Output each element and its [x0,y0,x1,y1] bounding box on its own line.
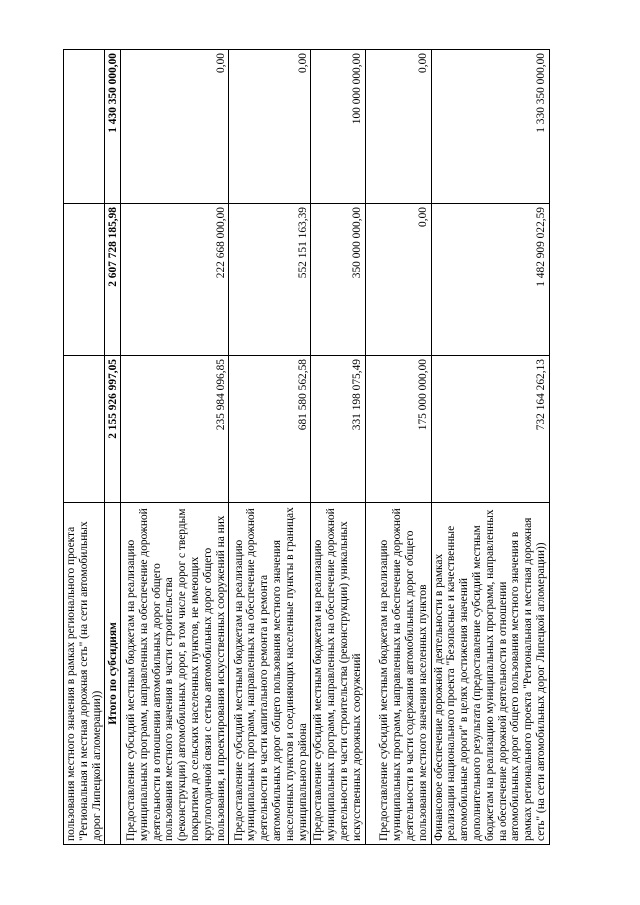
value-cell: 0,00 [121,50,229,204]
subsidy-table [63,49,550,845]
value-cell: 100 000 000,00 [311,50,365,204]
value-cell: 0,00 [229,50,311,204]
value-cell: 0,00 [365,50,431,204]
value-cell: 350 000 000,00 [311,204,365,356]
total-row [105,50,121,845]
value-cell: 552 151 163,39 [229,204,311,356]
value-cell: 1 330 350 000,00 [431,50,549,204]
table-row [229,50,311,845]
value-cell [64,50,105,204]
value-cell: 732 164 262,13 [431,356,549,503]
table-row [431,50,549,845]
total-value: 2 607 728 185,98 [105,204,121,356]
description-cell: Финансовое обеспечение дорожной деятельности в рамках реализации национального проекта "Безопасные и качественные автомобильные дороги" в целях достижения значений дополнительного результата (предоставление субсидий местным бюджетам на реализацию муниципальных программ, направленных на обеспечение дорожной деятельности в отношении автомобильных дорог общего пользования местного значения в рамках регионального проекта "Региональная и местная дорожная сеть" (на сети автомобильных дорог Липецкой агломерации)) [431,503,549,845]
description-cell: пользования местного значения в рамках регионального проекта "Региональная и местная дорожная сеть" (на сети автомобильных дорог Липецкой агломерации)) [64,503,105,845]
table-row [121,50,229,845]
value-cell: 0,00 [365,204,431,356]
value-cell: 235 984 096,85 [121,356,229,503]
description-cell: Предоставление субсидий местным бюджетам на реализацию муниципальных программ, направленных на обеспечение дорожной деятельности в части строительства (реконструкции) уникальных искусственных дорожных сооружений [311,503,365,845]
value-cell [64,356,105,503]
rotated-page [63,50,547,845]
value-cell: 222 668 000,00 [121,204,229,356]
value-cell: 175 000 000,00 [365,356,431,503]
table-row [311,50,365,845]
table-row [365,50,431,845]
total-value: 1 430 350 000,00 [105,50,121,204]
value-cell: 1 482 909 022,59 [431,204,549,356]
value-cell: 681 580 562,58 [229,356,311,503]
total-value: 2 155 926 997,05 [105,356,121,503]
value-cell: 331 198 075,49 [311,356,365,503]
description-cell: Предоставление субсидий местным бюджетам на реализацию муниципальных программ, направленных на обеспечение дорожной деятельности в части содержания автомобильных дорог общего пользования местного значения населенных пунктов [365,503,431,845]
description-cell: Предоставление субсидий местным бюджетам на реализацию муниципальных программ, направленных на обеспечение дорожной деятельности в отношении автомобильных дорог общего пользования местного значения в части строительства (реконструкции) автомобильных дорог, в том числе дорог с твердым покрытием до сельских населенных пунктов, не имеющих круглогодичной связи с сетью автомобильных дорог общего пользования, и проектирования искусственных сооружений на них [121,503,229,845]
total-label: Итого по субсидиям [105,503,121,845]
description-cell: Предоставление субсидий местным бюджетам на реализацию муниципальных программ, направленных на обеспечение дорожной деятельности в части капитального ремонта и ремонта автомобильных дорог общего пользования местного значения населенных пунктов и соединяющих населенные пункты в границах муниципального района [229,503,311,845]
table-row [64,50,105,845]
value-cell [64,204,105,356]
